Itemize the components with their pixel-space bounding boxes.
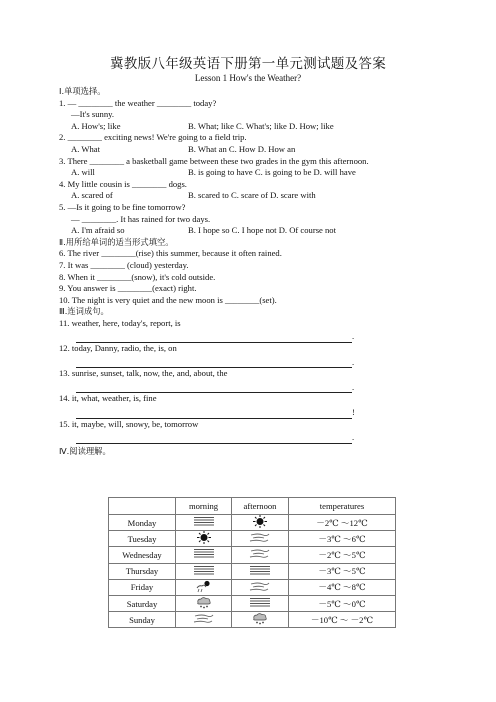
afternoon-cell: [232, 579, 289, 595]
table-row: [109, 547, 396, 563]
document-body: [59, 86, 439, 457]
fill-item: 10. The night is very quiet and the new moon is ________(set).: [59, 294, 277, 305]
temperature-cell: －5℃ ～0℃: [289, 595, 396, 611]
temperature-cell: －3℃ ～6℃: [289, 531, 396, 547]
table-row: [109, 579, 396, 595]
end-mark: .: [352, 356, 355, 367]
option: B. scared to C. scare of D. scare with: [188, 190, 316, 201]
afternoon-cell: [232, 595, 289, 611]
day-cell: Tuesday: [109, 531, 176, 547]
question-4: 4. My little cousin is ________ dogs.: [59, 178, 187, 189]
option: A. What: [71, 143, 100, 154]
fog-icon: [193, 516, 215, 529]
question-4-options: [59, 190, 439, 202]
answer-line: [59, 355, 439, 369]
section-4-heading: Ⅳ.阅读理解。: [59, 445, 111, 456]
option: A. How's; like: [71, 120, 121, 131]
snow-cloud-icon: [195, 596, 213, 611]
temperature-cell: －2℃ ～5℃: [289, 547, 396, 563]
day-cell: Monday: [109, 515, 176, 531]
fill-item: 6. The river ________(rise) this summer, because it often rained.: [59, 248, 282, 259]
header-cell: morning: [176, 498, 232, 515]
wind-icon: [193, 613, 215, 626]
sentence-item: 12. today, Danny, radio, the, is, on: [59, 343, 177, 354]
question-5: 5. —Is it going to be fine tomorrow?: [59, 201, 186, 212]
morning-cell: [176, 531, 232, 547]
day-cell: Saturday: [109, 595, 176, 611]
table-header-row: [109, 498, 396, 515]
question-5-answer: — ________. It has rained for two days.: [71, 213, 211, 224]
answer-line: [59, 430, 439, 444]
day-cell: Thursday: [109, 563, 176, 579]
question-2: 2. ________ exciting news! We're going to a field trip.: [59, 132, 247, 143]
afternoon-cell: [232, 563, 289, 579]
section-1-heading: Ⅰ.单项选择。: [59, 86, 106, 96]
option: B. I hope so C. I hope not D. Of course not: [188, 225, 336, 236]
morning-cell: [176, 563, 232, 579]
table-row: [109, 563, 396, 579]
sentence-item: 11. weather, here, today's, report, is: [59, 317, 181, 328]
sentence-item: 15. it, maybe, will, snowy, be, tomorrow: [59, 418, 199, 429]
day-cell: Wednesday: [109, 547, 176, 563]
morning-cell: [176, 595, 232, 611]
option: B. What an C. How D. How an: [188, 143, 296, 154]
fill-item: 9. You answer is ________(exact) right.: [59, 283, 197, 294]
fog-icon: [193, 565, 215, 578]
day-cell: Friday: [109, 579, 176, 595]
afternoon-cell: [232, 547, 289, 563]
question-1-options: [59, 121, 439, 133]
option: A. scared of: [71, 190, 113, 201]
end-mark: .: [352, 432, 355, 443]
morning-cell: [176, 579, 232, 595]
sentence-item: 14. it, what, weather, is, fine: [59, 393, 157, 404]
morning-cell: [176, 547, 232, 563]
header-cell: afternoon: [232, 498, 289, 515]
answer-line: [59, 329, 439, 343]
morning-cell: [176, 612, 232, 628]
question-5-options: [59, 225, 439, 237]
sun-icon: [252, 515, 268, 530]
sentence-item: 13. sunrise, sunset, talk, now, the, and, about, the: [59, 368, 228, 379]
morning-cell: [176, 515, 232, 531]
afternoon-cell: [232, 612, 289, 628]
table-row: [109, 531, 396, 547]
end-mark: !: [352, 407, 355, 418]
wind-icon: [249, 548, 271, 561]
header-cell: temperatures: [289, 498, 396, 515]
day-cell: Sunday: [109, 612, 176, 628]
wind-icon: [249, 532, 271, 545]
fill-item: 8. When it ________(snow), it's cold outside.: [59, 271, 216, 282]
section-2-heading: Ⅱ.用所给单词的适当形式填空。: [59, 236, 174, 247]
end-mark: .: [352, 331, 355, 342]
sun-icon: [196, 531, 212, 546]
temperature-cell: －3℃ ～5℃: [289, 563, 396, 579]
fill-item: 7. It was ________ (cloud) yesterday.: [59, 259, 189, 270]
wind-icon: [249, 581, 271, 594]
question-1-answer: —It's sunny.: [71, 109, 115, 120]
table-row: [109, 595, 396, 611]
afternoon-cell: [232, 515, 289, 531]
option: B. is going to have C. is going to be D. will have: [188, 167, 356, 178]
option: A. will: [71, 167, 95, 178]
option: A. I'm afraid so: [71, 225, 125, 236]
fog-icon: [249, 565, 271, 578]
document-title: 冀教版八年级英语下册第一单元测试题及答案: [110, 56, 386, 72]
table-row: [109, 612, 396, 628]
table-row: [109, 515, 396, 531]
afternoon-cell: [232, 531, 289, 547]
question-1: 1. — ________ the weather ________ today?: [59, 97, 217, 108]
fog-icon: [193, 548, 215, 561]
lesson-subtitle: Lesson 1 How's the Weather?: [194, 73, 302, 83]
question-3: 3. There ________ a basketball game between these two grades in the gym this afternoon.: [59, 155, 369, 166]
sun-rain-icon: [195, 580, 213, 595]
weather-table: [108, 497, 396, 628]
end-mark: .: [352, 381, 355, 392]
temperature-cell: －4℃ ～8℃: [289, 579, 396, 595]
temperature-cell: －2℃ ～12℃: [289, 515, 396, 531]
temperature-cell: －10℃ ～ －2℃: [289, 612, 396, 628]
header-cell: [109, 498, 176, 515]
answer-line: [59, 405, 439, 419]
fog-icon: [249, 597, 271, 610]
section-3-heading: Ⅲ.连词成句。: [59, 306, 109, 317]
answer-line: [59, 380, 439, 394]
snow-cloud-icon: [251, 612, 269, 627]
question-2-options: [59, 144, 439, 156]
option: B. What; like C. What's; like D. How; like: [188, 120, 334, 131]
question-3-options: [59, 167, 439, 179]
